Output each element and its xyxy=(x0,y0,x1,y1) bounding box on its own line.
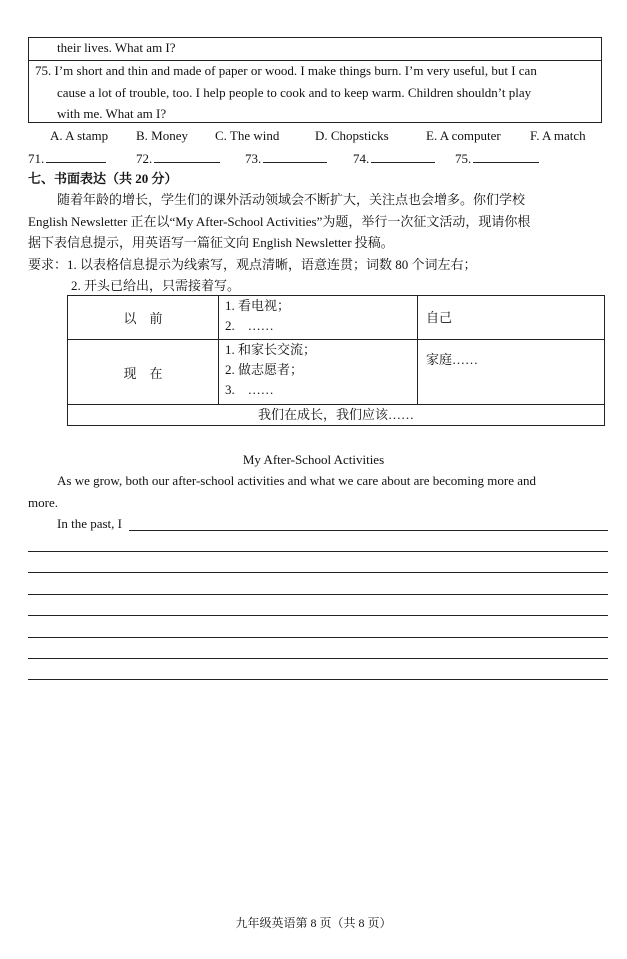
option-d: D. Chopsticks xyxy=(315,128,389,143)
option-e: E. A computer xyxy=(426,128,501,143)
answer-72-blank[interactable] xyxy=(154,148,220,163)
answer-74 xyxy=(353,148,435,169)
option-c: C. The wind xyxy=(215,128,280,143)
past-item-1: 1. 看电视； xyxy=(225,298,291,313)
answer-75-blank[interactable] xyxy=(473,148,539,163)
essay-prompt: In the past, I xyxy=(57,516,122,531)
section-intro-line2: English Newsletter 正在以“My After-School Activities”为题，举行一次征文活动，现请你根 xyxy=(28,214,531,229)
section-intro-line3: 据下表信息提示，用英语写一篇征文向 English Newsletter 投稿。 xyxy=(28,235,394,250)
writing-line-3[interactable] xyxy=(28,572,608,573)
option-f: F. A match xyxy=(530,128,586,143)
writing-line-6[interactable] xyxy=(28,637,608,638)
answer-73 xyxy=(245,148,327,169)
riddle-75-line2: cause a lot of trouble, too. I help people to cook and to keep warm. Children shouldn’t play xyxy=(57,85,532,100)
row-label-past: 以 前 xyxy=(68,296,219,340)
past-aspect: 自己 xyxy=(418,296,605,340)
past-item-2: 2. …… xyxy=(225,318,274,333)
hint-table xyxy=(67,295,605,426)
option-b: B. Money xyxy=(136,128,188,143)
answer-72 xyxy=(136,148,220,169)
answer-74-label: 74. xyxy=(353,151,370,166)
answer-71 xyxy=(28,148,106,169)
riddle-prev-tail: their lives. What am I? xyxy=(57,40,176,55)
table-row-now xyxy=(68,340,605,405)
row-label-now: 现 在 xyxy=(68,340,219,405)
option-a: A. A stamp xyxy=(50,128,109,143)
now-item-3: 3. …… xyxy=(225,382,274,397)
riddle-75-line3: with me. What am I? xyxy=(57,106,167,121)
table-footer: 我们在成长，我们应该…… xyxy=(68,405,605,426)
writing-line-2[interactable] xyxy=(28,551,608,552)
writing-line-8[interactable] xyxy=(28,679,608,680)
answer-75 xyxy=(455,148,539,169)
essay-opening-line1: As we grow, both our after-school activities and what we care about are becoming more and xyxy=(57,473,537,488)
answer-71-label: 71. xyxy=(28,151,45,166)
writing-line-7[interactable] xyxy=(28,658,608,659)
table-row-past xyxy=(68,296,605,340)
writing-line-5[interactable] xyxy=(28,615,608,616)
now-item-2: 2. 做志愿者； xyxy=(225,362,304,377)
requirement-2: 2. 开头已给出，只需接着写。 xyxy=(71,278,241,293)
past-items xyxy=(219,296,418,340)
writing-line-4[interactable] xyxy=(28,594,608,595)
answer-75-label: 75. xyxy=(455,151,472,166)
table-row-footer xyxy=(68,405,605,426)
requirement-1: 要求：1. 以表格信息提示为线索写，观点清晰，语意连贯；词数 80 个词左右； xyxy=(28,257,477,272)
essay-title: My After-School Activities xyxy=(242,452,385,467)
now-item-1: 1. 和家长交流； xyxy=(225,342,317,357)
answer-73-blank[interactable] xyxy=(263,148,327,163)
essay-opening-line2: more. xyxy=(28,495,58,510)
now-aspect: 家庭…… xyxy=(418,340,605,405)
now-items xyxy=(219,340,418,405)
riddle-75-line1: 75. I’m short and thin and made of paper or wood. I make things burn. I’m very useful, but I can xyxy=(35,63,537,78)
page-footer: 九年级英语第 8 页（共 8 页） xyxy=(235,916,392,930)
answer-72-label: 72. xyxy=(136,151,153,166)
section-title: 七、书面表达（共 20 分） xyxy=(28,171,178,186)
writing-line-1[interactable] xyxy=(129,530,608,531)
answer-71-blank[interactable] xyxy=(46,148,106,163)
section-intro-line1: 随着年龄的增长，学生们的课外活动领域会不断扩大，关注点也会增多。你们学校 xyxy=(57,192,526,207)
answer-73-label: 73. xyxy=(245,151,262,166)
answer-74-blank[interactable] xyxy=(371,148,435,163)
